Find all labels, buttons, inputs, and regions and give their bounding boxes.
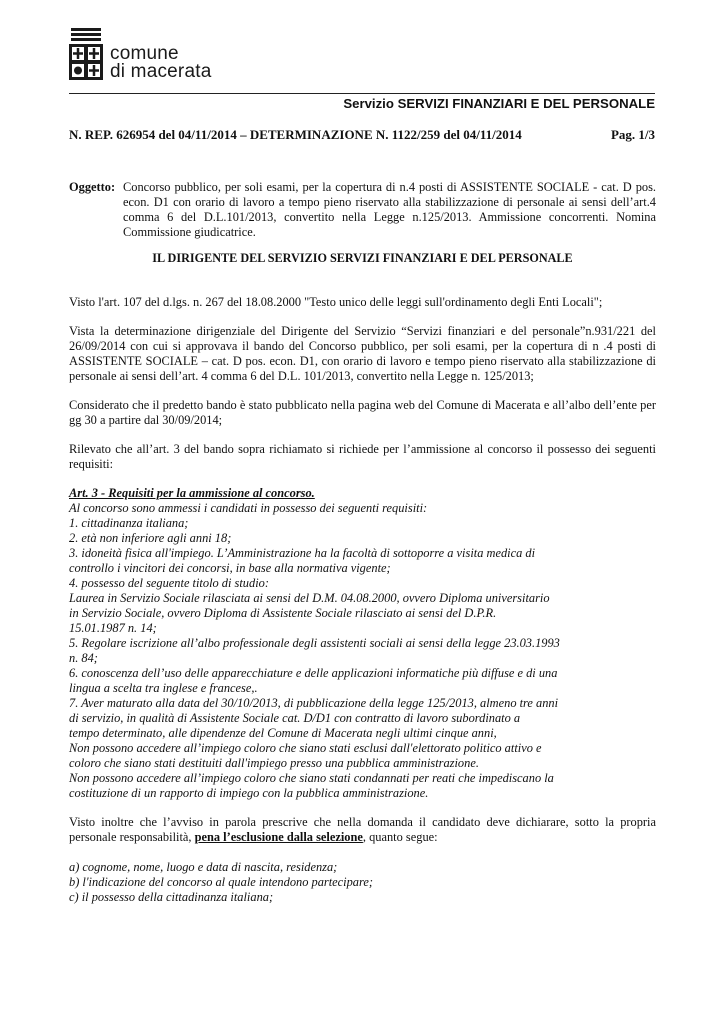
art3-line: controllo i vincitori dei concorsi, in base alla normativa vigente; xyxy=(69,561,391,575)
art3-line: 4. possesso del seguente titolo di studio: xyxy=(69,576,269,590)
crown-shield-icon xyxy=(69,28,103,80)
oggetto-text: Concorso pubblico, per soli esami, per la copertura di n.4 posti di ASSISTENTE SOCIALE - cat. D pos. econ. D1 con orario di lavoro a tempo pieno riservato alla stabilizzazione di personale ai sensi dell’art.4 comma 6 del D.L.101/2013, convertito nella Legge n.125/2013. Ammissione concorrenti. Nomina Commissione giudicatrice. xyxy=(123,180,656,239)
list-item: a) cognome, nome, luogo e data di nascita, residenza; xyxy=(69,860,338,874)
art3-line: n. 84; xyxy=(69,651,98,665)
art3-line: lingua a scelta tra inglese e francese,. xyxy=(69,681,258,695)
art3-line: coloro che siano stati destituiti dall'impiego presso una pubblica amministrazione. xyxy=(69,756,479,770)
list-item: c) il possesso della cittadinanza italiana; xyxy=(69,890,274,904)
oggetto-label: Oggetto: xyxy=(69,180,116,194)
art3-line: 1. cittadinanza italiana; xyxy=(69,516,189,530)
art3-line: Non possono accedere all’impiego coloro che siano stati condannati per reati che impediscano la xyxy=(69,771,554,785)
page-number: Pag. 1/3 xyxy=(610,127,655,142)
rep-number: N. REP. 626954 del 04/11/2014 – DETERMINAZIONE N. 1122/259 del 04/11/2014 xyxy=(69,127,522,142)
logo-line-1: comune xyxy=(110,43,179,64)
service-title: Servizio SERVIZI FINANZIARI E DEL PERSONALE xyxy=(343,96,655,111)
art3-line: Laurea in Servizio Sociale rilasciata ai sensi del D.M. 04.08.2000, ovvero Diploma universitario xyxy=(69,591,550,605)
art3-line: 15.01.1987 n. 14; xyxy=(69,621,157,635)
paragraph-rilevato: Rilevato che all’art. 3 del bando sopra richiamato si richiede per l’ammissione al concorso il possesso dei seguenti requisiti: xyxy=(69,442,656,471)
emphasis-esclusione: pena l’esclusione dalla selezione xyxy=(194,830,363,844)
paragraph-vista: Vista la determinazione dirigenziale del Dirigente del Servizio “Servizi finanziari e del personale”n.931/221 del 26/09/2014 con cui si approvava il bando del Concorso pubblico, per soli esami, per la copertura di n .4 posti di ASSISTENTE SOCIALE – cat. D pos. econ. D1, con orario di lavoro e tempo pieno riservato alla stabilizzazione di personale ai sensi dell’art. 4 comma 6 del D.L. 101/2013, convertito nella Legge n. 125/2013; xyxy=(69,324,656,383)
oggetto-block xyxy=(69,180,656,240)
header-rule xyxy=(69,93,655,94)
document-body xyxy=(69,180,656,905)
art3-line: 2. età non inferiore agli anni 18; xyxy=(69,531,232,545)
art3-line: 3. idoneità fisica all'impiego. L’Amministrazione ha la facoltà di sottoporre a visita medica di xyxy=(69,546,536,560)
art3-line: 6. conoscenza dell’uso delle apparecchiature e delle applicazioni informatiche più diffuse e di una xyxy=(69,666,558,680)
art3-line: costituzione di un rapporto di impiego con la pubblica amministrazione. xyxy=(69,786,429,800)
comune-logo xyxy=(69,28,103,85)
art3-line: 5. Regolare iscrizione all’albo professionale degli assistenti sociali ai sensi della legge 23.03.1993 xyxy=(69,636,560,650)
art3-line: Non possono accedere all’impiego coloro che siano stati esclusi dall'elettorato politico attivo e xyxy=(69,741,542,755)
logo-line-2: di macerata xyxy=(110,61,212,82)
requirements-list xyxy=(69,860,656,905)
paragraph-visto: Visto l'art. 107 del d.lgs. n. 267 del 18.08.2000 "Testo unico delle leggi sull'ordinamento degli Enti Locali"; xyxy=(69,295,603,309)
art3-line: Al concorso sono ammessi i candidati in possesso dei seguenti requisiti: xyxy=(69,501,428,515)
art3-line: in Servizio Sociale, ovvero Diploma di Assistente Sociale rilasciato ai sensi del D.P.R. xyxy=(69,606,497,620)
art3-line: di servizio, in qualità di Assistente Sociale cat. D/D1 con contratto di lavoro subordinato a xyxy=(69,711,521,725)
list-item: b) l'indicazione del concorso al quale intendono partecipare; xyxy=(69,875,373,889)
art3-line: 7. Aver maturato alla data del 30/10/2013, di pubblicazione della legge 125/2013, almeno tre anni xyxy=(69,696,559,710)
paragraph-considerato: Considerato che il predetto bando è stato pubblicato nella pagina web del Comune di Macerata e all’albo dell’ente per gg 30 a partire dal 30/09/2014; xyxy=(69,398,656,427)
art3-line: tempo determinato, alle dipendenze del Comune di Macerata negli ultimi cinque anni, xyxy=(69,726,497,740)
paragraph-visto-inoltre: Visto inoltre che l’avviso in parola prescrive che nella domanda il candidato deve dichiarare, sotto la propria personale responsabilità, pena l’esclusione dalla selezione, quanto segue: xyxy=(69,815,656,844)
art3-block xyxy=(69,486,656,801)
logo-text xyxy=(110,45,211,81)
rep-line xyxy=(69,127,655,143)
dirigente-heading: IL DIRIGENTE DEL SERVIZIO SERVIZI FINANZIARI E DEL PERSONALE xyxy=(152,251,573,265)
art3-heading: Art. 3 - Requisiti per la ammissione al concorso. xyxy=(69,486,315,500)
